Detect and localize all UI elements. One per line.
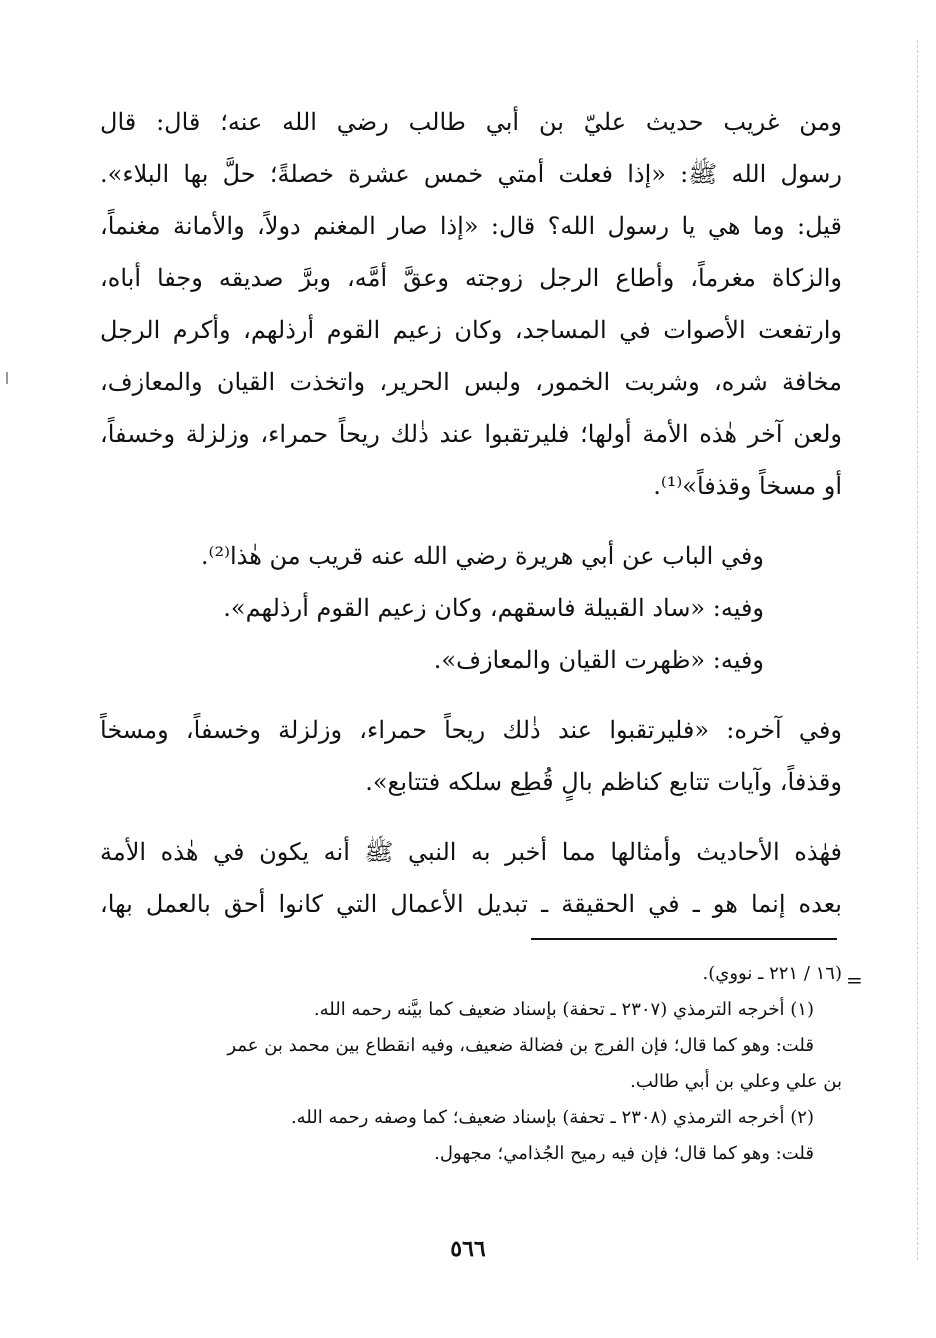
paragraph-wafih-1: وفيه: «ساد القبيلة فاسقهم، وكان زعيم القوم أرذلهم».	[223, 594, 764, 622]
scan-edge	[917, 40, 922, 1260]
text-line: ولعن آخر هٰذه الأمة أولها؛ فليرتقبوا عند ذٰلك ريحاً حمراء، وزلزلة وخسفاً،	[100, 420, 842, 448]
page-number: ٥٦٦	[450, 1236, 486, 1262]
text-line: مخافة شره، وشربت الخمور، ولبس الحرير، واتخذت القيان والمعازف،	[100, 368, 842, 396]
text-line: والزكاة مغرماً، وأطاع الرجل زوجته وعقَّ أمَّه، وبرَّ صديقه وجفا أباه،	[100, 264, 842, 292]
text-line: بعده إنما هو ـ في الحقيقة ـ تبديل الأعمال التي كانوا أحق بالعمل بها،	[100, 890, 842, 918]
footnote-separator	[531, 938, 837, 940]
text-line: وارتفعت الأصوات في المساجد، وكان زعيم القوم أرذلهم، وأكرم الرجل	[100, 316, 842, 344]
footnote-2: (٢) أخرجه الترمذي (٢٣٠٨ ـ تحفة) بإسناد ضعيف؛ كما وصفه رحمه الله.	[290, 1107, 814, 1128]
footnotes	[100, 956, 842, 1172]
text-line: أو مسخاً وقذفاً»⁽¹⁾.	[653, 472, 842, 500]
text-line: فهٰذه الأحاديث وأمثالها مما أخبر به النبي ﷺ أنه يكون في هٰذه الأمة	[100, 838, 842, 866]
text-line: ومن غريب حديث عليّ بن أبي طالب رضي الله عنه؛ قال: قال	[100, 108, 842, 136]
paragraph-abu-hurayra: وفي الباب عن أبي هريرة رضي الله عنه قريب من هٰذا⁽²⁾.	[200, 542, 764, 570]
footnote-continuation: (١٦ / ٢٢١ ـ نووي).	[702, 963, 842, 984]
main-text	[100, 96, 842, 930]
text-line: قيل: وما هي يا رسول الله؟ قال: «إذا صار المغنم دولاً، والأمانة مغنماً،	[100, 212, 842, 240]
paragraph-akhirih	[100, 704, 842, 808]
footnote-1-comment-cont: بن علي وعلي بن أبي طالب.	[630, 1071, 842, 1092]
continuation-marker: =	[846, 968, 863, 992]
footnote-1-comment: قلت: وهو كما قال؛ فإن الفرج بن فضالة ضعيف، وفيه انقطاع بين محمد بن عمر	[227, 1035, 814, 1056]
text-line: وقذفاً، وآيات تتابع كناظم بالٍ قُطِع سلكه فتتابع».	[365, 768, 842, 796]
footnote-1: (١) أخرجه الترمذي (٢٣٠٧ ـ تحفة) بإسناد ضعيف كما بيَّنه رحمه الله.	[313, 999, 814, 1020]
text-line: رسول الله ﷺ: «إذا فعلت أمتي خمس عشرة خصلةً؛ حلَّ بها البلاء».	[100, 160, 842, 188]
paragraph-wafih-2: وفيه: «ظهرت القيان والمعازف».	[433, 646, 764, 674]
paragraph-conclusion	[100, 826, 842, 930]
scan-mark	[6, 372, 8, 384]
footnote-2-comment: قلت: وهو كما قال؛ فإن فيه رميح الجُذامي؛ مجهول.	[434, 1143, 814, 1164]
paragraph-hadith	[100, 96, 842, 512]
text-line: وفي آخره: «فليرتقبوا عند ذٰلك ريحاً حمراء، وزلزلة وخسفاً، ومسخاً	[100, 716, 842, 744]
